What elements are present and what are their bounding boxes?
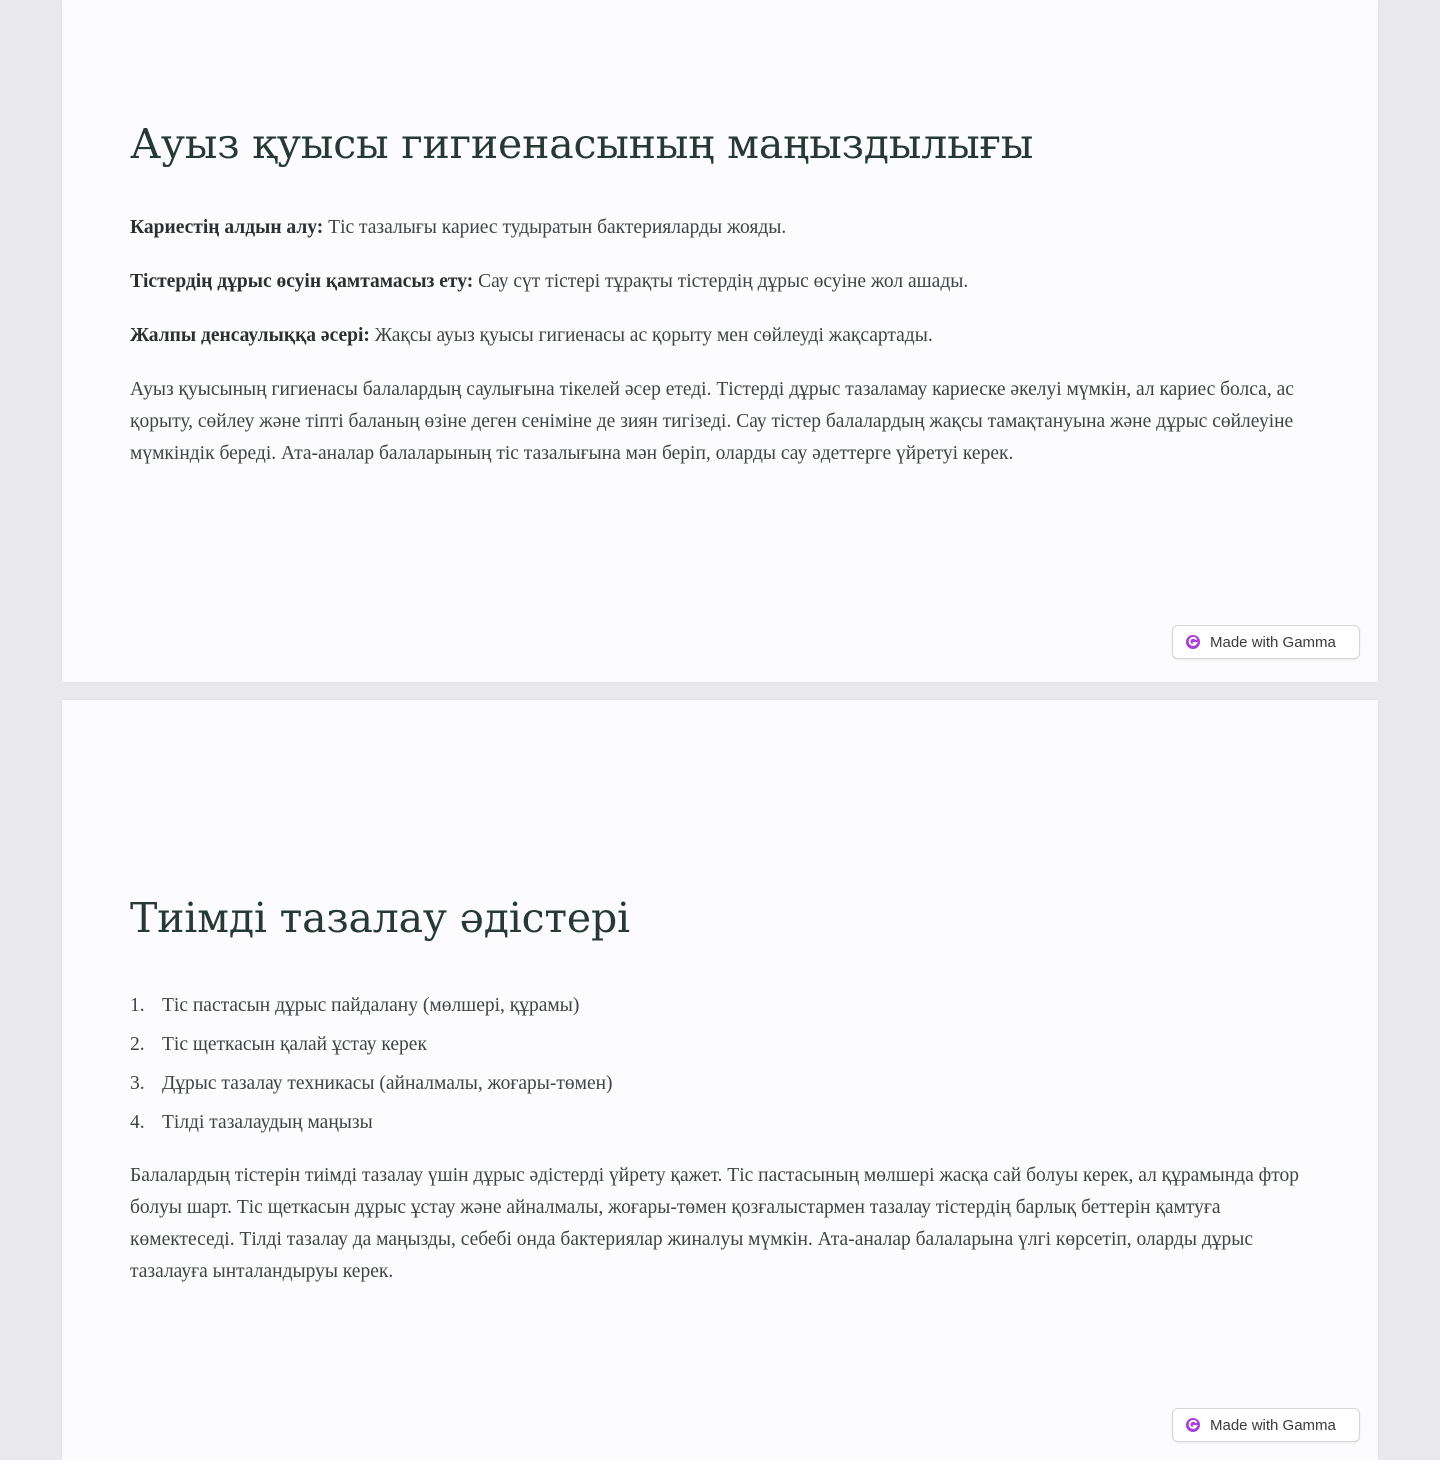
gamma-logo-icon [1185,1417,1201,1433]
bullet-teeth-growth [130,266,1315,298]
badge-label: Made with Gamma [1210,633,1336,651]
list-text: Дұрыс тазалау техникасы (айналмалы, жоғары-төмен) [162,1073,613,1094]
bullet-text: Сау сүт тістері тұрақты тістердің дұрыс өсуіне жол ашады. [473,271,969,292]
slide-1-title: Ауыз қуысы гигиенасының маңыздылығы [130,120,1034,168]
list-number: 1. [130,995,145,1016]
list-number: 3. [130,1073,145,1094]
bullet-label: Тістердің дұрыс өсуін қамтамасыз ету: [130,271,474,292]
slide-2-title: Тиімді тазалау әдістері [130,894,630,942]
bullet-general-health [130,320,1315,352]
slide-2 [62,700,1378,1460]
list-text: Тілді тазалаудың маңызы [162,1112,373,1133]
bullet-text: Тіс тазалығы кариес тудыратын бактерияларды жояды. [323,217,787,238]
gamma-logo-icon [1185,634,1201,650]
slide-1 [62,0,1378,682]
slide-2-body-paragraph: Балалардың тістерін тиімді тазалау үшін дұрыс әдістерді үйрету қажет. Тіс пастасының мөлшері жасқа сай болуы керек, ал құрамында фтор болуы шарт. Тіс щеткасын дұрыс ұстау және айналмалы, жоғары-төмен қозғалыстармен тазалау тістердің барлық беттерін қамтуға көмектеседі. Тілді тазалау да маңызды, себебі онда бактериялар жиналуы мүмкін. Ата-аналар балаларына үлгі көрсетіп, оларды дұрыс тазалауға ынталандыруы керек. [130,1165,1300,1282]
bullet-label: Кариестің алдын алу: [130,217,324,238]
list-text: Тіс щеткасын қалай ұстау керек [162,1034,427,1055]
methods-list [130,990,613,1146]
list-item [130,1029,613,1068]
made-with-gamma-button[interactable] [1172,1408,1360,1442]
list-item [130,990,613,1029]
bullet-label: Жалпы денсаулыққа әсері: [130,325,370,346]
list-number: 4. [130,1112,145,1133]
badge-label: Made with Gamma [1210,1416,1336,1434]
list-number: 2. [130,1034,145,1055]
list-item [130,1107,613,1146]
slide-1-body-paragraph: Ауыз қуысының гигиенасы балалардың саулығына тікелей әсер етеді. Тістерді дұрыс тазаламау кариеске әкелуі мүмкін, ал кариес болса, ас қорыту, сөйлеу және тіпті баланың өзіне деген сеніміне де зиян тигізеді. Сау тістер балалардың жақсы тамақтануына және дұрыс сөйлеуіне мүмкіндік береді. Ата-аналар балаларының тіс тазалығына мән беріп, оларды сау әдеттерге үйретуі керек. [130,379,1294,464]
list-text: Тіс пастасын дұрыс пайдалану (мөлшері, құрамы) [162,995,580,1016]
made-with-gamma-button[interactable] [1172,625,1360,659]
list-item [130,1068,613,1107]
bullet-text: Жақсы ауыз қуысы гигиенасы ас қорыту мен сөйлеуді жақсартады. [369,325,933,346]
bullet-caries-prevention [130,212,1315,244]
